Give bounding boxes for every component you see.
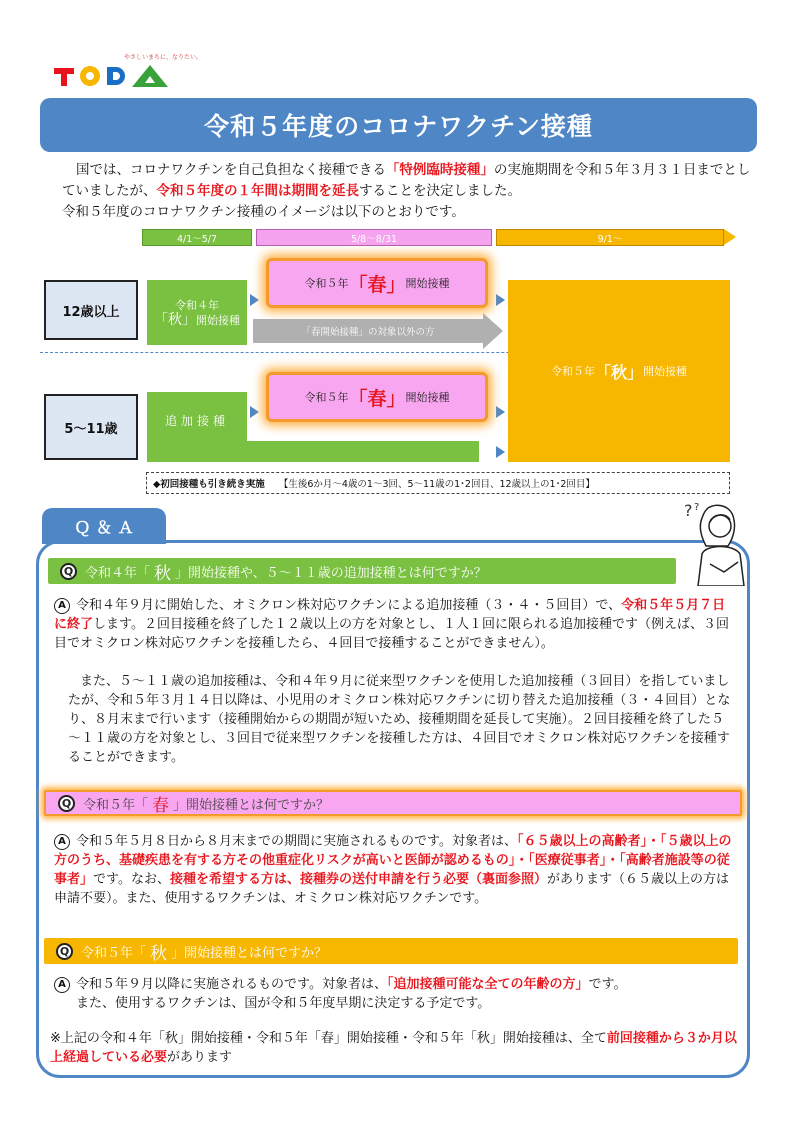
arrow-right-icon	[496, 294, 505, 306]
arrow-right-icon	[496, 406, 505, 418]
toda-logo	[52, 52, 203, 90]
thinking-person-illustration	[680, 498, 750, 586]
question-1	[48, 558, 676, 584]
a2-text-1: 令和５年５月８日から８月末までの期間に実施されるものです。対象者は、	[76, 834, 517, 849]
initial-note-detail: 【生後6か月～4歳の1～3回、5～11歳の1･2回目、12歳以上の1･2回目】	[278, 479, 595, 490]
autumn-2022-line2: 開始接種	[196, 313, 240, 327]
answer-1	[54, 596, 734, 653]
question-mark-icon: Q	[58, 795, 75, 812]
timeline-arrow-head	[724, 229, 736, 245]
autumn-2022-quote: 「秋」	[154, 311, 196, 328]
a2-highlight-1: 「６５歳以上の高齢者」・「５歳以上の方のうち、基礎疾患を有する方その他重症化リスクが高いと医師が認めるもの」・「医療従事者」・「高齢者施設等の従事者」	[54, 834, 732, 887]
a3-text-2: です。	[588, 977, 627, 992]
q1-post: 」開始接種や、５～１１歳の追加接種とは何ですか？	[175, 565, 487, 581]
a1-highlight: 令和５年５月７日に終了	[54, 598, 726, 632]
initial-vaccination-note	[146, 472, 730, 494]
autumn-2022-line1: 令和４年	[175, 298, 219, 312]
footnote-highlight: 前回接種から３か月以上経過している必要	[50, 1031, 737, 1065]
age-group-5-11: 5～11歳	[44, 394, 138, 460]
intro-text-c: することを決定しました。	[359, 183, 521, 199]
q2-post: 」開始接種とは何ですか？	[173, 797, 330, 813]
footnote-text-1: ※上記の令和４年「秋」開始接種・令和５年「春」開始接種・令和５年「秋」開始接種は、全て	[50, 1031, 607, 1046]
autumn-2022-booster-box	[147, 280, 247, 345]
booster-5-11-label: 追加接種	[164, 414, 229, 428]
a2-text-2: です。なお、	[93, 872, 170, 887]
spring-big: 「春」	[348, 387, 406, 410]
timeline-phase-2: 5/8～8/31	[256, 229, 492, 246]
q1-highlight: 秋	[154, 563, 172, 584]
answer-3	[54, 975, 734, 1013]
answer-1-paragraph-2	[68, 672, 734, 767]
spring-big: 「春」	[348, 273, 406, 296]
q2-pre: 令和５年「	[83, 797, 149, 813]
booster-5-11-bar	[147, 441, 479, 462]
autumn-pre: 令和５年	[550, 365, 595, 378]
q3-highlight: 秋	[150, 943, 168, 964]
qa-tab: Ｑ ＆ Ａ	[42, 508, 166, 544]
question-mark-icon: Q	[60, 563, 77, 580]
initial-note-title: ◆初回接種も引き続き実施	[153, 479, 265, 490]
a3-text-1: 令和５年９月以降に実施されるものです。対象者は、	[76, 977, 387, 992]
q3-pre: 令和５年「	[81, 945, 147, 961]
q3-post: 」開始接種とは何ですか？	[171, 945, 328, 961]
svg-text:?: ?	[684, 501, 693, 520]
logo-letter-o-icon	[78, 64, 102, 88]
non-spring-target-arrow: 「春開始接種」の対象以外の方	[253, 319, 483, 343]
a1-paragraph-2-text: また、５～１１歳の追加接種は、令和４年９月に従来型ワクチンを使用した追加接種（３回目）を指していましたが、令和５年３月１４日以降は、小児用のオミクロン株対応ワクチンに切り替えた追加接種（３・４回目）となり、８月末まで行います（接種開始からの期間が短いため、接種期間を延長して実施）。２回目接種を終了した５～１１歳の方を対象とし、３回目で従来型ワクチンを接種した方は、４回目でオミクロン株対応ワクチンを接種することができます。	[68, 674, 731, 765]
logo-letter-a-icon	[130, 64, 170, 88]
answer-mark-icon: A	[54, 598, 70, 614]
intro-text-b: の実施期間を令和５年３月３１日までとしていましたが、	[62, 162, 751, 199]
answer-2	[54, 832, 734, 908]
question-3	[44, 938, 738, 964]
spring-2023-box-5-11	[266, 372, 488, 422]
gray-arrow-head	[483, 313, 503, 349]
spring-pre: 令和５年	[304, 391, 349, 404]
autumn-big: 「秋」	[594, 362, 643, 382]
timeline-phase-1: 4/1～5/7	[142, 229, 252, 246]
footnote	[50, 1029, 740, 1067]
a2-text-3: があります（６５歳以上の方は申請不要）。また、使用するワクチンは、オミクロン株対応ワクチンです。	[54, 872, 730, 906]
timeline-phase-3: 9/1～	[496, 229, 724, 246]
intro-paragraph-1	[62, 160, 752, 202]
autumn-post: 開始接種	[643, 365, 687, 378]
logo-letter-t-icon	[52, 64, 76, 88]
a2-highlight-2: 接種を希望する方は、接種券の送付申請を行う必要（裏面参照）	[169, 872, 547, 887]
page-title: 令和５年度のコロナワクチン接種	[40, 98, 757, 152]
a1-text-1: 令和４年９月に開始した、オミクロン株対応ワクチンによる追加接種（３・４・５回目）で、	[76, 598, 622, 613]
answer-mark-icon: A	[54, 834, 70, 850]
age-group-12-plus: 12歳以上	[44, 280, 138, 340]
autumn-2023-box	[508, 280, 730, 462]
a3-text-3: また、使用するワクチンは、国が令和５年度早期に決定する予定です。	[76, 996, 491, 1011]
intro-text	[62, 160, 752, 223]
intro-text-a: 国では、コロナワクチンを自己負担なく接種できる	[76, 162, 386, 178]
footnote-text-2: があります	[167, 1050, 233, 1065]
arrow-right-icon	[250, 294, 259, 306]
spring-post: 開始接種	[405, 277, 450, 290]
spring-post: 開始接種	[405, 391, 450, 404]
spring-pre: 令和５年	[304, 277, 349, 290]
answer-mark-icon: A	[54, 977, 70, 993]
intro-highlight-1: 「特例臨時接種」	[385, 162, 494, 178]
svg-text:?: ?	[694, 502, 700, 513]
spring-2023-box-12-plus	[266, 258, 488, 308]
intro-paragraph-2: 令和５年度のコロナワクチン接種のイメージは以下のとおりです。	[62, 204, 465, 220]
arrow-right-icon	[250, 406, 259, 418]
intro-highlight-2: 令和５年度の１年間は期間を延長	[156, 183, 359, 199]
question-mark-icon: Q	[56, 943, 73, 960]
arrow-right-icon	[496, 446, 505, 458]
a1-text-2: します。２回目接種を終了した１２歳以上の方を対象とし、１人１回に限られる追加接種です（例えば、３回目でオミクロン株対応ワクチンを接種したら、４回目で接種することができません）。	[54, 617, 729, 651]
logo-letter-d-icon	[104, 64, 128, 88]
q1-pre: 令和４年「	[85, 565, 151, 581]
question-2	[44, 790, 742, 816]
q2-highlight: 春	[152, 795, 170, 816]
a3-highlight: 「追加接種可能な全ての年齢の方」	[386, 977, 589, 992]
logo-tagline: やさしいまちに、なりたい。	[124, 54, 203, 61]
